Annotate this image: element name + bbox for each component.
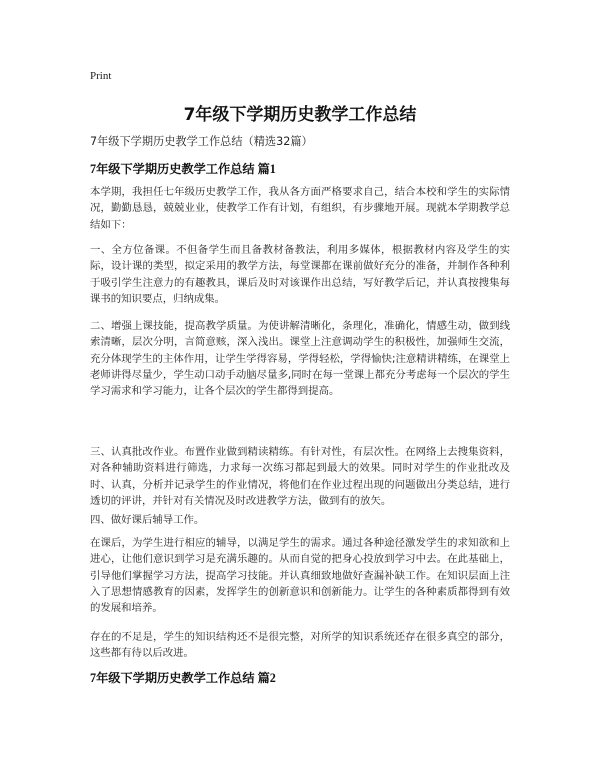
paragraph-tutoring-heading: 四、做好课后辅导工作。 <box>90 514 205 526</box>
paragraph-teaching-skills: 二、增强上课技能，提高教学质量。为使讲解清晰化，条理化，准确化，情感生动，做到线索清晰，层次分明，言简意赅，深入浅出。课堂上注意调动学生的积极性，加强师生交流，充分体现学生的主体作用，让学生学得容易，学得轻松，学得愉快;注意精讲精练，在课堂上老师讲得尽量少，学生动口动手动脑尽量多,同时在每一堂课上都充分考虑每一个层次的学生学习需求和学习能力，让各个层次的学生都得到提高。 <box>90 320 510 398</box>
paragraph-homework: 三、认真批改作业。布置作业做到精读精练。有针对性，有层次性。在网络上去搜集资料，对各种辅助资料进行筛选，力求每一次练习都起到最大的效果。同时对学生的作业批改及时、认真，分析并记录学生的作业情况，将他们在作业过程出现的问题做出分类总结，进行透切的评讲，并针对有关情况及时改进教学方法，做到有的放矢。 <box>90 446 510 507</box>
print-label[interactable]: Print <box>90 70 112 82</box>
paragraph-tutoring: 在课后，为学生进行相应的辅导，以满足学生的需求。通过各种途径激发学生的求知欲和上进心，让他们意识到学习是充满乐趣的。从而自觉的把身心投放到学习中去。在此基础上，引导他们掌握学习方法，提高学习技能。并认真细致地做好查漏补缺工作。在知识层面上注入了思想情感教育的因素，发挥学生的创新意识和创新能力。让学生的各种素质都得到有效的发展和培养。 <box>90 537 510 615</box>
page-title: 7年级下学期历史教学工作总结 <box>183 105 417 125</box>
paragraph-shortcomings: 存在的不足是，学生的知识结构还不是很完整，对所学的知识系统还存在很多真空的部分，这些都有待以后改进。 <box>90 631 510 660</box>
section-heading-1: 7年级下学期历史教学工作总结 篇1 <box>90 162 276 176</box>
document-subtitle: 7年级下学期历史教学工作总结（精选32篇） <box>90 135 313 148</box>
paragraph-preparation: 一、全方位备课。不但备学生而且备教材备教法，利用多媒体，根据教材内容及学生的实际，设计课的类型，拟定采用的教学方法，每堂课都在课前做好充分的准备，并制作各种利于吸引学生注意力的有趣教具，课后及时对该课作出总结，写好教学后记，并认真按搜集每课书的知识要点，归纳成集。 <box>90 244 510 305</box>
paragraph-intro: 本学期，我担任七年级历史教学工作，我从各方面严格要求自己，结合本校和学生的实际情况，勤勤恳恳，兢兢业业，使教学工作有计划，有组织，有步骤地开展。现就本学期教学总结如下： <box>90 186 510 231</box>
section-heading-2: 7年级下学期历史教学工作总结 篇2 <box>90 671 276 685</box>
